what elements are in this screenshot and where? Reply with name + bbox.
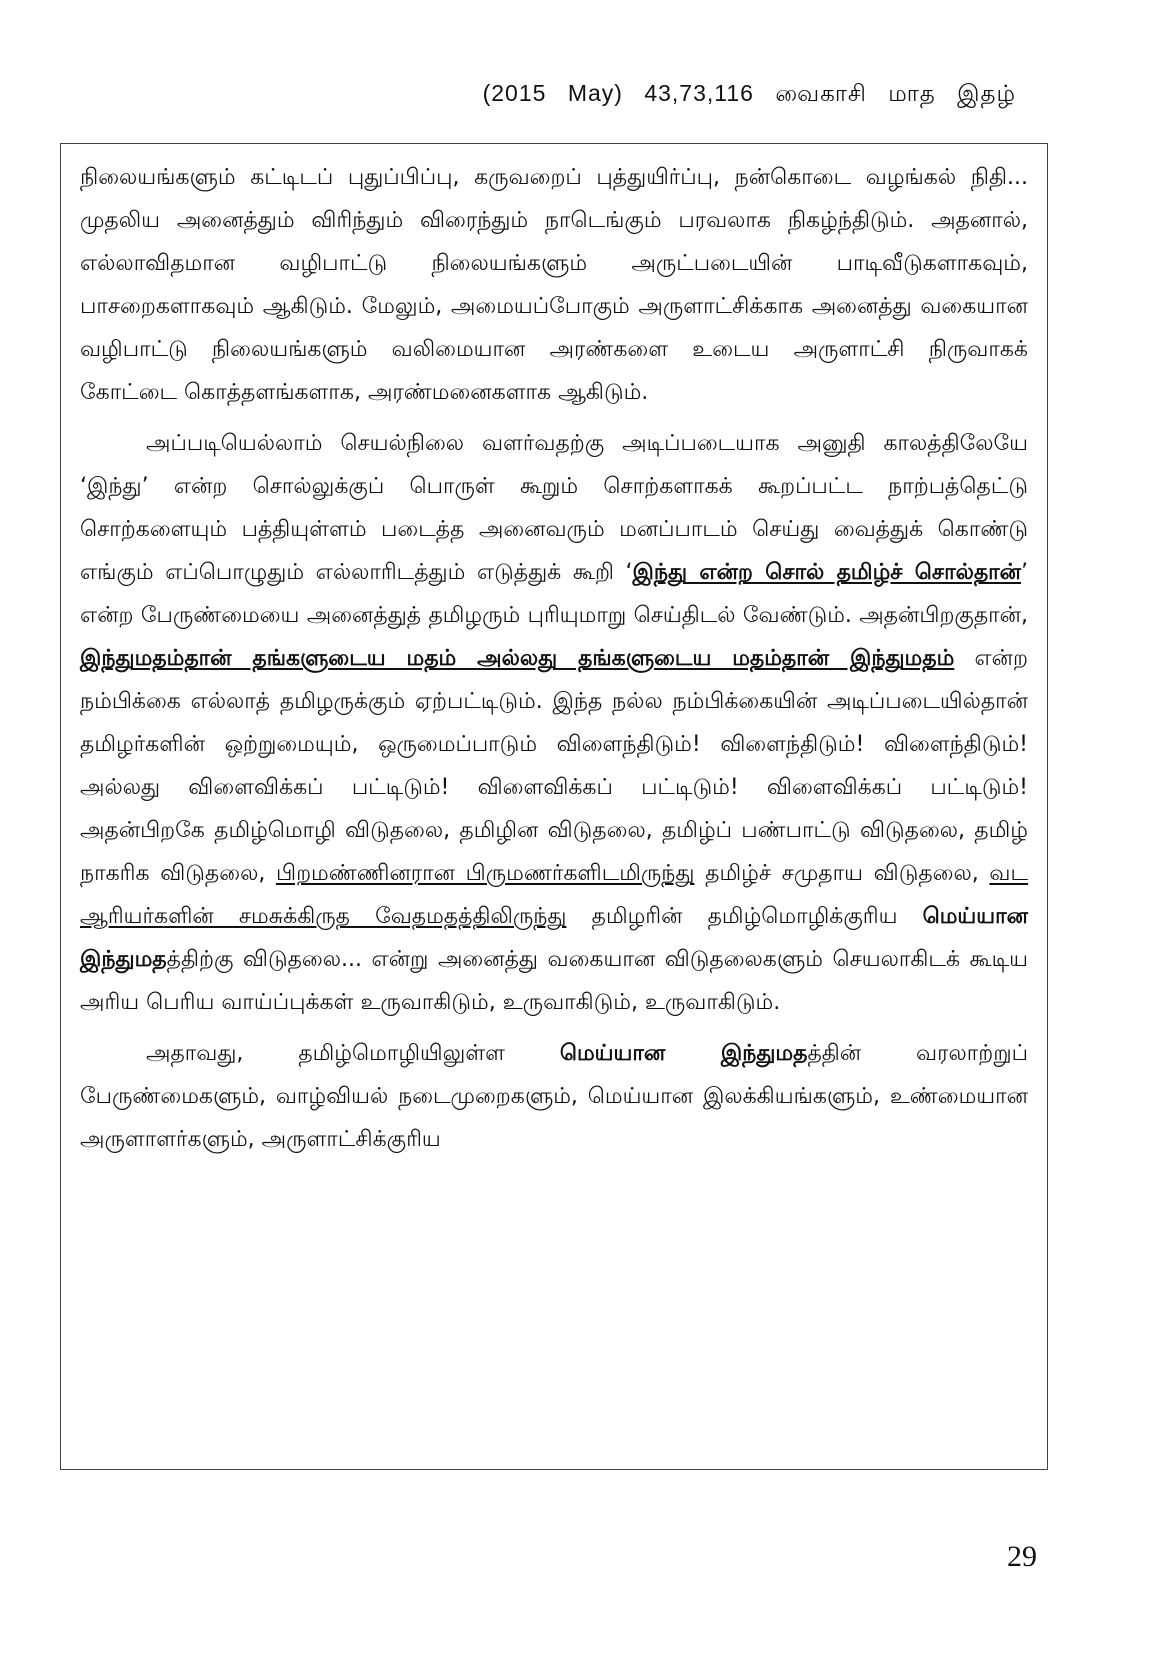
- underlined-phrase: இந்துமதம்தான் தங்களுடைய மதம் அல்லது தங்களுடைய மதம்தான் இந்துமதம்: [80, 646, 955, 671]
- text-run: த்திற்கு விடுதலை... என்று அனைத்து வகையான விடுதலைகளும் செயலாகிடக் கூடிய அரிய பெரிய வாய்ப்புக்கள் உருவாகிடும், உருவாகிடும், உருவாகிடும்.: [80, 947, 1028, 1015]
- underlined-phrase: இந்து என்ற சொல் தமிழ்ச் சொல்தான்: [632, 560, 1022, 585]
- text-run: அதாவது, தமிழ்மொழியிலுள்ள: [146, 1041, 560, 1066]
- body-text: [80, 156, 1028, 1161]
- bold-phrase: மெய்யான இந்துமத: [80, 904, 1028, 972]
- paragraph: [80, 422, 1028, 1024]
- text-run: அப்படியெல்லாம் செயல்நிலை வளர்வதற்கு அடிப்படையாக அனுதி காலத்திலேயே ‘இந்து’ என்ற சொல்லுக்குப் பொருள் கூறும் சொற்களாகக் கூறப்பட்ட நாற்பத்தெட்டு சொற்களையும் பத்தியுள்ளம் படைத்த அனைவரும் மனப்பாடம் செய்து வைத்துக் கொண்டு எங்கும் எப்பொழுதும் எல்லாரிடத்தும் எடுத்துக் கூறி ‘: [80, 431, 1028, 585]
- text-run: த்தின் வரலாற்றுப் பேருண்மைகளும், வாழ்வியல் நடைமுறைகளும், மெய்யான இலக்கியங்களும், உண்மையான அருளாளர்களும், அருளாட்சிக்குரிய: [80, 1041, 1028, 1152]
- text-run: தமிழரின் தமிழ்மொழிக்குரிய: [566, 904, 923, 929]
- text-run: தமிழ்ச் சமுதாய விடுதலை,: [694, 861, 990, 886]
- bold-phrase: மெய்யான இந்துமத: [559, 1041, 808, 1066]
- paragraph: [80, 1032, 1028, 1161]
- issue-header: (2015 May) 43,73,116 வைகாசி மாத இதழ்: [482, 80, 1016, 106]
- paragraph: [80, 156, 1028, 414]
- text-run: ’ என்ற பேருண்மையை அனைத்துத் தமிழரும் புரியுமாறு செய்திடல் வேண்டும். அதன்பிறகுதான்,: [80, 560, 1029, 628]
- text-run: நிலையங்களும் கட்டிடப் புதுப்பிப்பு, கருவறைப் புத்துயிர்ப்பு, நன்கொடை வழங்கல் நிதி... முதலிய அனைத்தும் விரிந்தும் விரைந்தும் நாடெங்கும் பரவலாக நிகழ்ந்திடும். அதனால், எல்லாவிதமான வழிபாட்டு நிலையங்களும் அருட்படையின் பாடிவீடுகளாகவும், பாசறைகளாகவும் ஆகிடும். மேலும், அமையப்போகும் அருளாட்சிக்காக அனைத்து வகையான வழிபாட்டு நிலையங்களும் வலிமையான அரண்களை உடைய அருளாட்சி நிருவாகக் கோட்டை கொத்தளங்களாக, அரண்மனைகளாக ஆகிடும்.: [80, 165, 1028, 405]
- underlined-phrase: பிறமண்ணினரான பிருமணர்களிடமிருந்து: [276, 861, 695, 886]
- text-run: என்ற நம்பிக்கை எல்லாத் தமிழருக்கும் ஏற்பட்டிடும். இந்த நல்ல நம்பிக்கையின் அடிப்படையில்தான் தமிழர்களின் ஒற்றுமையும், ஒருமைப்பாடும் விளைந்திடும்! விளைந்திடும்! விளைந்திடும்! அல்லது விளைவிக்கப் பட்டிடும்! விளைவிக்கப் பட்டிடும்! விளைவிக்கப் பட்டிடும்! அதன்பிறகே தமிழ்மொழி விடுதலை, தமிழின விடுதலை, தமிழ்ப் பண்பாட்டு விடுதலை, தமிழ் நாகரிக விடுதலை,: [80, 646, 1028, 886]
- underlined-phrase: வட ஆரியர்களின் சமசுக்கிருத வேதமதத்திலிருந்து: [80, 861, 1028, 929]
- page-number: 29: [1007, 1540, 1037, 1573]
